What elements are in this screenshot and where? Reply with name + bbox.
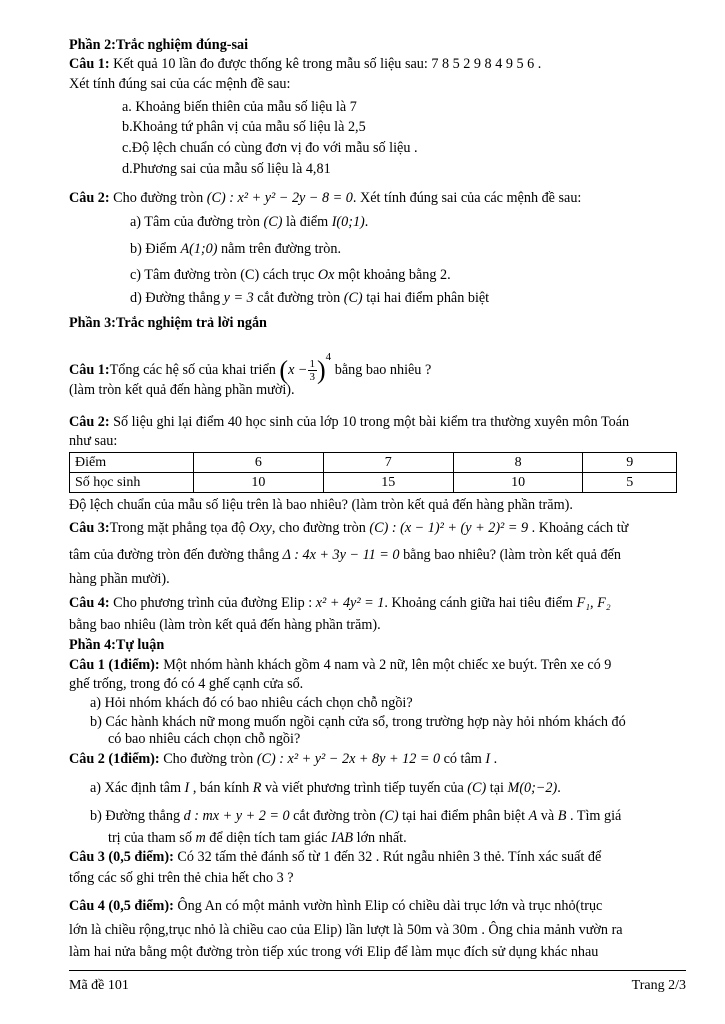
part2-q2-c [130, 266, 682, 284]
part4-q2-b [90, 807, 685, 825]
q-text: Cho đường tròn [109, 190, 207, 206]
part3-q1-line2: (làm tròn kết quả đến hàng phần mười). [69, 382, 295, 398]
table-cell: Số học sinh [70, 473, 194, 493]
opt-text: b) Đường thẳng [90, 808, 184, 824]
part3-q2 [69, 413, 684, 431]
math: x − [288, 362, 308, 378]
math: F₁, F₂ [576, 595, 611, 611]
q-text: Số liệu ghi lại điểm 40 học sinh của lớp 10 trong một bài kiểm tra thường xuyên môn Toán [109, 414, 630, 430]
math: (C) [343, 290, 363, 306]
part4-q4 [69, 897, 684, 915]
math: M(0;−2) [507, 780, 558, 796]
math: A [528, 808, 538, 824]
part2-q2 [69, 189, 684, 207]
q-text: có tâm [440, 751, 486, 767]
q-label: Câu 2: [69, 414, 110, 430]
circle-equation: (C) : x² + y² − 2x + 8y + 12 = 0 [256, 751, 441, 767]
table-row [70, 473, 677, 493]
part2-q2-d [130, 289, 682, 307]
opt-text: d) Đường thẳng [130, 290, 224, 306]
table-cell: 10 [194, 473, 324, 493]
part3-q2-line2: như sau: [69, 433, 118, 449]
q-text: Một nhóm hành khách gồm 4 nam và 2 nữ, lên một chiếc xe buýt. Trên xe có 9 [159, 657, 612, 673]
part3-q3 [69, 519, 684, 537]
q-text: Cho phương trình của đường Elip : [109, 595, 316, 611]
q-text: Kết quả 10 lần đo được thống kê trong mẫu số liệu sau: 7 8 5 2 9 8 4 9 5 6 . [109, 56, 542, 72]
table-cell: 8 [453, 453, 583, 473]
q-label: Câu 2: [69, 190, 110, 206]
fraction [308, 358, 318, 383]
math: I [184, 780, 190, 796]
opt-text: cắt đường tròn [289, 808, 380, 824]
part2-q2-b [130, 240, 682, 258]
table-cell: 5 [583, 473, 677, 493]
math: y = 3 [223, 290, 254, 306]
line-equation: Δ : 4x + 3y − 11 = 0 [282, 547, 400, 563]
opt-text: a) Xác định tâm [90, 780, 185, 796]
part2-heading: Phần 2:Trắc nghiệm đúng-sai [69, 37, 249, 53]
footer-divider [69, 970, 686, 971]
opt-text: tại [486, 780, 508, 796]
part4-heading: Phần 4:Tự luận [69, 637, 165, 653]
q-text: bằng bao nhiêu ? [331, 362, 432, 378]
opt-text: . [364, 214, 369, 230]
table-cell: 10 [453, 473, 583, 493]
part2-q1 [69, 55, 684, 73]
q-text: Ông An có một mảnh vườn hình Elip có chiều dài trục lớn và trục nhỏ(trục [173, 898, 603, 914]
math: m [195, 830, 206, 846]
circle-equation: (C) : (x − 1)² + (y + 2)² = 9 [369, 520, 529, 536]
q-text: bằng bao nhiêu? (làm tròn kết quả đến [399, 547, 621, 563]
part3-q2-line3: Độ lệch chuẩn của mẫu số liệu trên là bao nhiêu? (làm tròn kết quả đến hàng phần trăm). [69, 497, 573, 513]
opt-text: trị của tham số [108, 830, 196, 846]
table-cell: Điểm [70, 453, 194, 473]
part3-heading: Phần 3:Trắc nghiệm trả lời ngắn [69, 315, 267, 331]
part4-q2-b-line2 [108, 829, 685, 847]
part4-q1-a: a) Hỏi nhóm khách đó có bao nhiêu cách chọn chỗ ngồi? [90, 695, 413, 711]
part4-q3 [69, 848, 684, 866]
opt-text: là điểm [282, 214, 332, 230]
circle-equation: (C) : x² + y² − 2y − 8 = 0 [206, 190, 353, 206]
math: (C) [379, 808, 399, 824]
part2-q2-a [130, 213, 682, 231]
opt-text: . [557, 780, 561, 796]
opt-text: tại hai điểm phân biệt [362, 290, 490, 306]
table-cell: 9 [583, 453, 677, 473]
part4-q4-line2: lớn là chiều rộng,trục nhỏ là chiều cao của Elip) lần lượt là 50m và 30m . Ông chia mảnh vườn ra [69, 922, 623, 938]
q-text: , cho đường tròn [271, 520, 370, 536]
part3-q4-line2: bằng bao nhiêu (làm tròn kết quả đến hàng phần trăm). [69, 617, 381, 633]
score-table [69, 452, 677, 493]
math: IAB [331, 830, 354, 846]
math: (C) [467, 780, 487, 796]
part4-q1-b: b) Các hành khách nữ mong muốn ngồi cạnh cửa sổ, trong trường hợp này hỏi nhóm khách đó [90, 714, 626, 730]
opt-text: tại hai điểm phân biệt [398, 808, 529, 824]
part3-q1 [69, 340, 684, 385]
opt-text: a) Tâm của đường tròn [130, 214, 264, 230]
opt-text: nằm trên đường tròn. [217, 241, 342, 257]
q-label: Câu 3: [69, 520, 110, 536]
table-cell: 7 [323, 453, 453, 473]
paren-right: ) [317, 355, 326, 385]
opt-text: , bán kính [189, 780, 253, 796]
opt-text: c) Tâm đường tròn (C) cách trục [130, 267, 318, 283]
q-label: Câu 1: [69, 56, 110, 72]
q-text: Cho đường tròn [159, 751, 257, 767]
part4-q1-b-line2: có bao nhiêu cách chọn chỗ ngồi? [108, 731, 301, 747]
q-label: Câu 2 (1điểm): [69, 751, 160, 767]
opt-text: lớn nhất. [353, 830, 407, 846]
q-text: . Xét tính đúng sai của các mệnh đề sau: [352, 190, 582, 206]
part2-q1-line2: Xét tính đúng sai của các mệnh đề sau: [69, 76, 291, 92]
part3-q4 [69, 594, 684, 612]
part4-q2-a [90, 779, 685, 797]
opt-text: cắt đường tròn [253, 290, 344, 306]
line-equation: d : mx + y + 2 = 0 [183, 808, 290, 824]
fraction-denominator: 3 [309, 371, 315, 384]
opt-text: một khoảng bằng 2. [334, 267, 451, 283]
opt-text: và [537, 808, 558, 824]
opt-text: để diện tích tam giác [205, 830, 331, 846]
part3-q3-line3: hàng phần mười). [69, 571, 170, 587]
part4-q4-line3: làm hai nửa bằng một đường tròn tiếp xúc trong với Elip để làm mục đích sử dụng khác nhau [69, 944, 599, 960]
part4-q1 [69, 656, 684, 674]
q-label: Câu 4: [69, 595, 110, 611]
q-text: Trong mặt phẳng tọa độ [109, 520, 249, 536]
part2-q1-b: b.Khoảng tứ phân vị của mẫu số liệu là 2,5 [122, 119, 366, 135]
opt-text: . Tìm giá [566, 808, 622, 824]
fraction-numerator: 1 [309, 358, 315, 371]
q-text: . Khoảng cánh giữa hai tiêu điểm [384, 595, 577, 611]
paren-left: ( [279, 355, 289, 385]
math: Oxy [248, 520, 272, 536]
q-text: tâm của đường tròn đến đường thẳng [69, 547, 283, 563]
part4-q2 [69, 750, 684, 768]
q-label: Câu 1: [69, 362, 110, 378]
part2-q1-c: c.Độ lệch chuẩn có cùng đơn vị đo với mẫu số liệu . [122, 140, 418, 156]
exam-code: Mã đề 101 [69, 978, 129, 993]
table-row [70, 453, 677, 473]
q-label: Câu 3 (0,5 điểm): [69, 849, 174, 865]
math: I(0;1) [331, 214, 365, 230]
q-text: . [490, 751, 498, 767]
math: A(1;0) [180, 241, 218, 257]
math: B [557, 808, 567, 824]
q-text: Tổng các hệ số của khai triển [109, 362, 280, 378]
q-label: Câu 1 (1điểm): [69, 657, 160, 673]
math: R [252, 780, 262, 796]
opt-text: b) Điểm [130, 241, 181, 257]
part2-q1-d: d.Phương sai của mẫu số liệu là 4,81 [122, 161, 331, 177]
q-label: Câu 4 (0,5 điểm): [69, 898, 174, 914]
q-text: Có 32 tấm thẻ đánh số từ 1 đến 32 . Rút ngẫu nhiên 3 thẻ. Tính xác suất để [173, 849, 602, 865]
math: I [485, 751, 491, 767]
part4-q3-line2: tổng các số ghi trên thẻ chia hết cho 3 ? [69, 870, 294, 886]
part2-q1-a: a. Khoảng biến thiên của mẫu số liệu là 7 [122, 99, 357, 115]
math: (C) [263, 214, 283, 230]
exponent: 4 [325, 351, 332, 363]
part4-q1-line2: ghế trống, trong đó có 4 ghế cạnh cửa sổ. [69, 676, 304, 692]
ellipse-equation: x² + 4y² = 1 [315, 595, 385, 611]
math: Ox [317, 267, 335, 283]
opt-text: và viết phương trình tiếp tuyến của [261, 780, 468, 796]
table-cell: 6 [194, 453, 324, 473]
table-cell: 15 [323, 473, 453, 493]
page-number: Trang 2/3 [631, 978, 686, 993]
q-text: . Khoảng cách từ [528, 520, 629, 536]
part3-q3-line2 [69, 546, 684, 564]
